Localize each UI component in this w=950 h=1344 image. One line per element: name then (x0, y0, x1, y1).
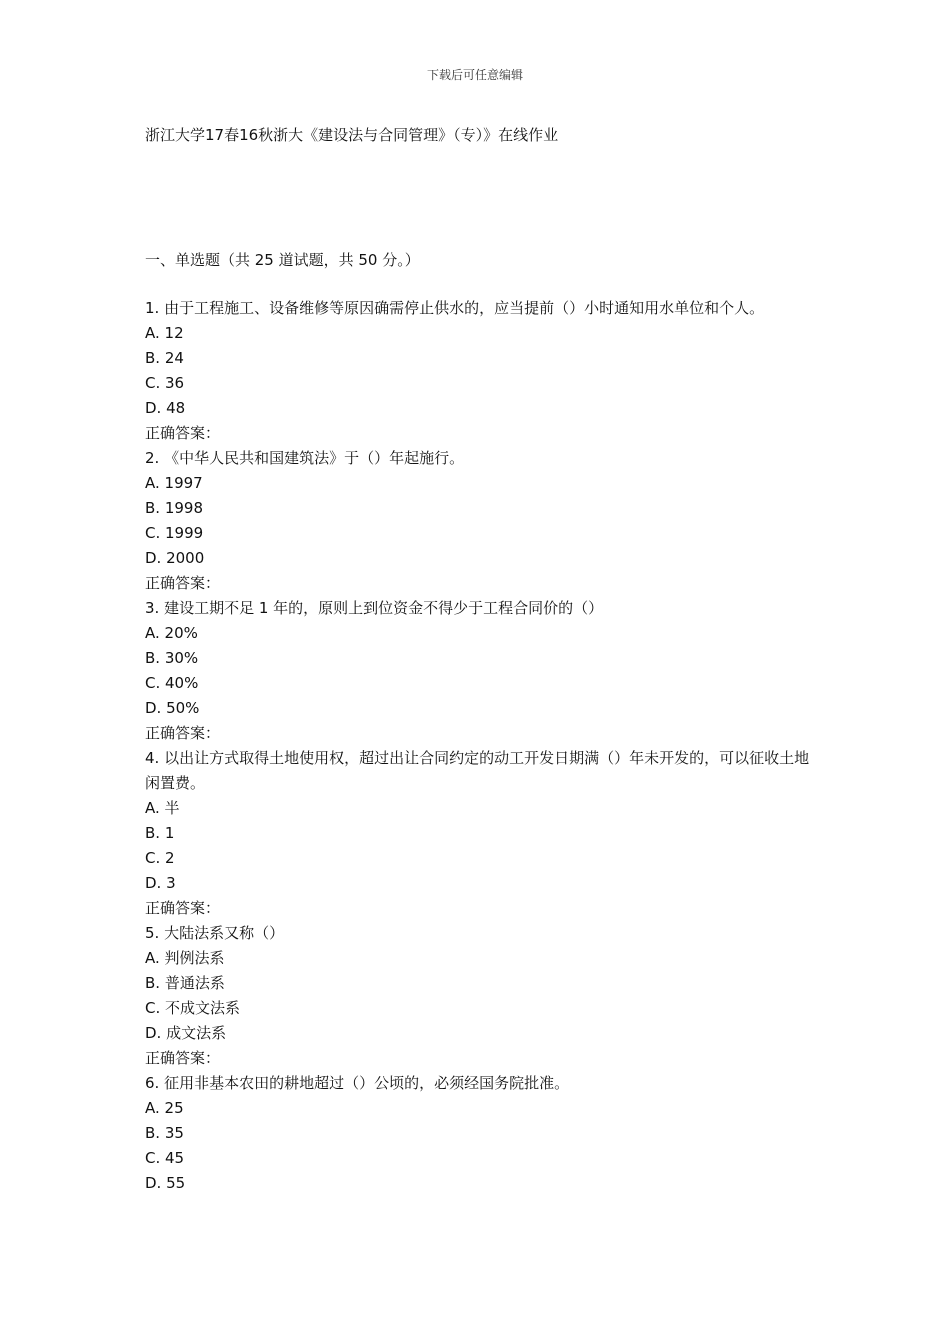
question-6 (145, 1071, 810, 1196)
question-list (145, 296, 810, 1196)
question-text: 1. 由于工程施工、设备维修等原因确需停止供水的，应当提前（）小时通知用水单位和个人。 (145, 299, 765, 317)
header-note: 下载后可任意编辑 (426, 68, 523, 82)
section-heading: 一、单选题（共 25 道试题，共 50 分。） (145, 251, 420, 269)
answer-label: 正确答案： (145, 1049, 221, 1067)
question-text: 6. 征用非基本农田的耕地超过（）公顷的，必须经国务院批准。 (145, 1074, 570, 1092)
option-c: C. 45 (145, 1149, 185, 1167)
question-3 (145, 596, 810, 746)
option-a: A. 判例法系 (145, 949, 225, 967)
option-b: B. 普通法系 (145, 974, 225, 992)
question-text: 4. 以出让方式取得土地使用权，超过出让合同约定的动工开发日期满（）年未开发的，可以征收土地闲置费。 (145, 749, 810, 792)
option-c: C. 不成文法系 (145, 999, 241, 1017)
option-c: C. 2 (145, 849, 175, 867)
option-c: C. 40% (145, 674, 199, 692)
answer-label: 正确答案： (145, 724, 221, 742)
option-b: B. 1998 (145, 499, 204, 517)
question-text: 2. 《中华人民共和国建筑法》于（）年起施行。 (145, 449, 465, 467)
option-d: D. 2000 (145, 549, 205, 567)
option-b: B. 35 (145, 1124, 184, 1142)
option-a: A. 12 (145, 324, 184, 342)
question-5 (145, 921, 810, 1071)
option-c: C. 1999 (145, 524, 204, 542)
document-title: 浙江大学17春16秋浙大《建设法与合同管理》（专）》在线作业 (145, 126, 559, 144)
option-d: D. 50% (145, 699, 200, 717)
option-d: D. 48 (145, 399, 186, 417)
option-b: B. 1 (145, 824, 175, 842)
question-2 (145, 446, 810, 596)
option-d: D. 55 (145, 1174, 186, 1192)
answer-label: 正确答案： (145, 424, 221, 442)
option-d: D. 成文法系 (145, 1024, 227, 1042)
option-c: C. 36 (145, 374, 185, 392)
option-b: B. 30% (145, 649, 199, 667)
question-text: 5. 大陆法系又称（） (145, 924, 285, 942)
option-a: A. 半 (145, 799, 180, 817)
question-4 (145, 746, 810, 921)
answer-label: 正确答案： (145, 899, 221, 917)
question-text: 3. 建设工期不足 1 年的，原则上到位资金不得少于工程合同价的（） (145, 599, 604, 617)
option-a: A. 1997 (145, 474, 203, 492)
option-a: A. 25 (145, 1099, 184, 1117)
question-1 (145, 296, 810, 446)
answer-label: 正确答案： (145, 574, 221, 592)
option-d: D. 3 (145, 874, 176, 892)
option-a: A. 20% (145, 624, 198, 642)
option-b: B. 24 (145, 349, 184, 367)
